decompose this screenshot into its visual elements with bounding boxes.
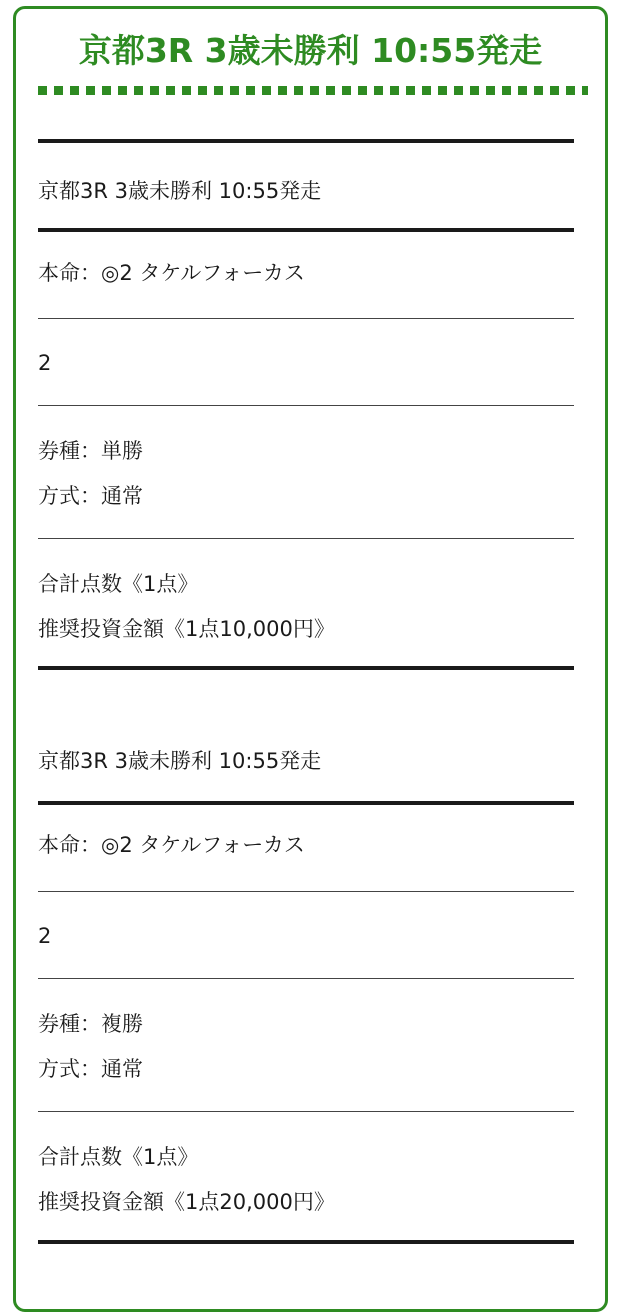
- entry-race: 京都3R 3歳未勝利 10:55発走: [38, 749, 322, 773]
- entry-method: 方式：通常: [38, 1057, 143, 1081]
- divider-thick: [38, 1240, 574, 1244]
- entry-honmei: 本命：◎2 タケルフォーカス: [38, 833, 305, 857]
- divider-thin: [38, 1111, 574, 1112]
- entry-recommended-amount: 推奨投資金額《1点20,000円》: [38, 1190, 335, 1214]
- entry-number: 2: [38, 351, 52, 375]
- race-card: [13, 6, 608, 1312]
- divider-thin: [38, 405, 574, 406]
- entry-number: 2: [38, 924, 52, 948]
- race-title: 京都3R 3歳未勝利 10:55発走: [78, 31, 543, 70]
- divider-thin: [38, 318, 574, 319]
- divider-thick: [38, 139, 574, 143]
- divider-thick: [38, 666, 574, 670]
- content: [38, 117, 574, 1244]
- entry-total-points: 合計点数《1点》: [38, 572, 199, 596]
- entry-recommended-amount: 推奨投資金額《1点10,000円》: [38, 617, 335, 641]
- divider-thin: [38, 978, 574, 979]
- divider-thin: [38, 538, 574, 539]
- dotted-divider: [38, 86, 588, 95]
- entry-ticket-type: 券種：単勝: [38, 439, 143, 463]
- entry-ticket-type: 券種：複勝: [38, 1012, 143, 1036]
- entry-total-points: 合計点数《1点》: [38, 1145, 199, 1169]
- entry-race: 京都3R 3歳未勝利 10:55発走: [38, 179, 322, 203]
- divider-thin: [38, 891, 574, 892]
- divider-thick: [38, 228, 574, 232]
- divider-thick: [38, 801, 574, 805]
- entry-method: 方式：通常: [38, 484, 143, 508]
- entry-honmei: 本命：◎2 タケルフォーカス: [38, 261, 305, 285]
